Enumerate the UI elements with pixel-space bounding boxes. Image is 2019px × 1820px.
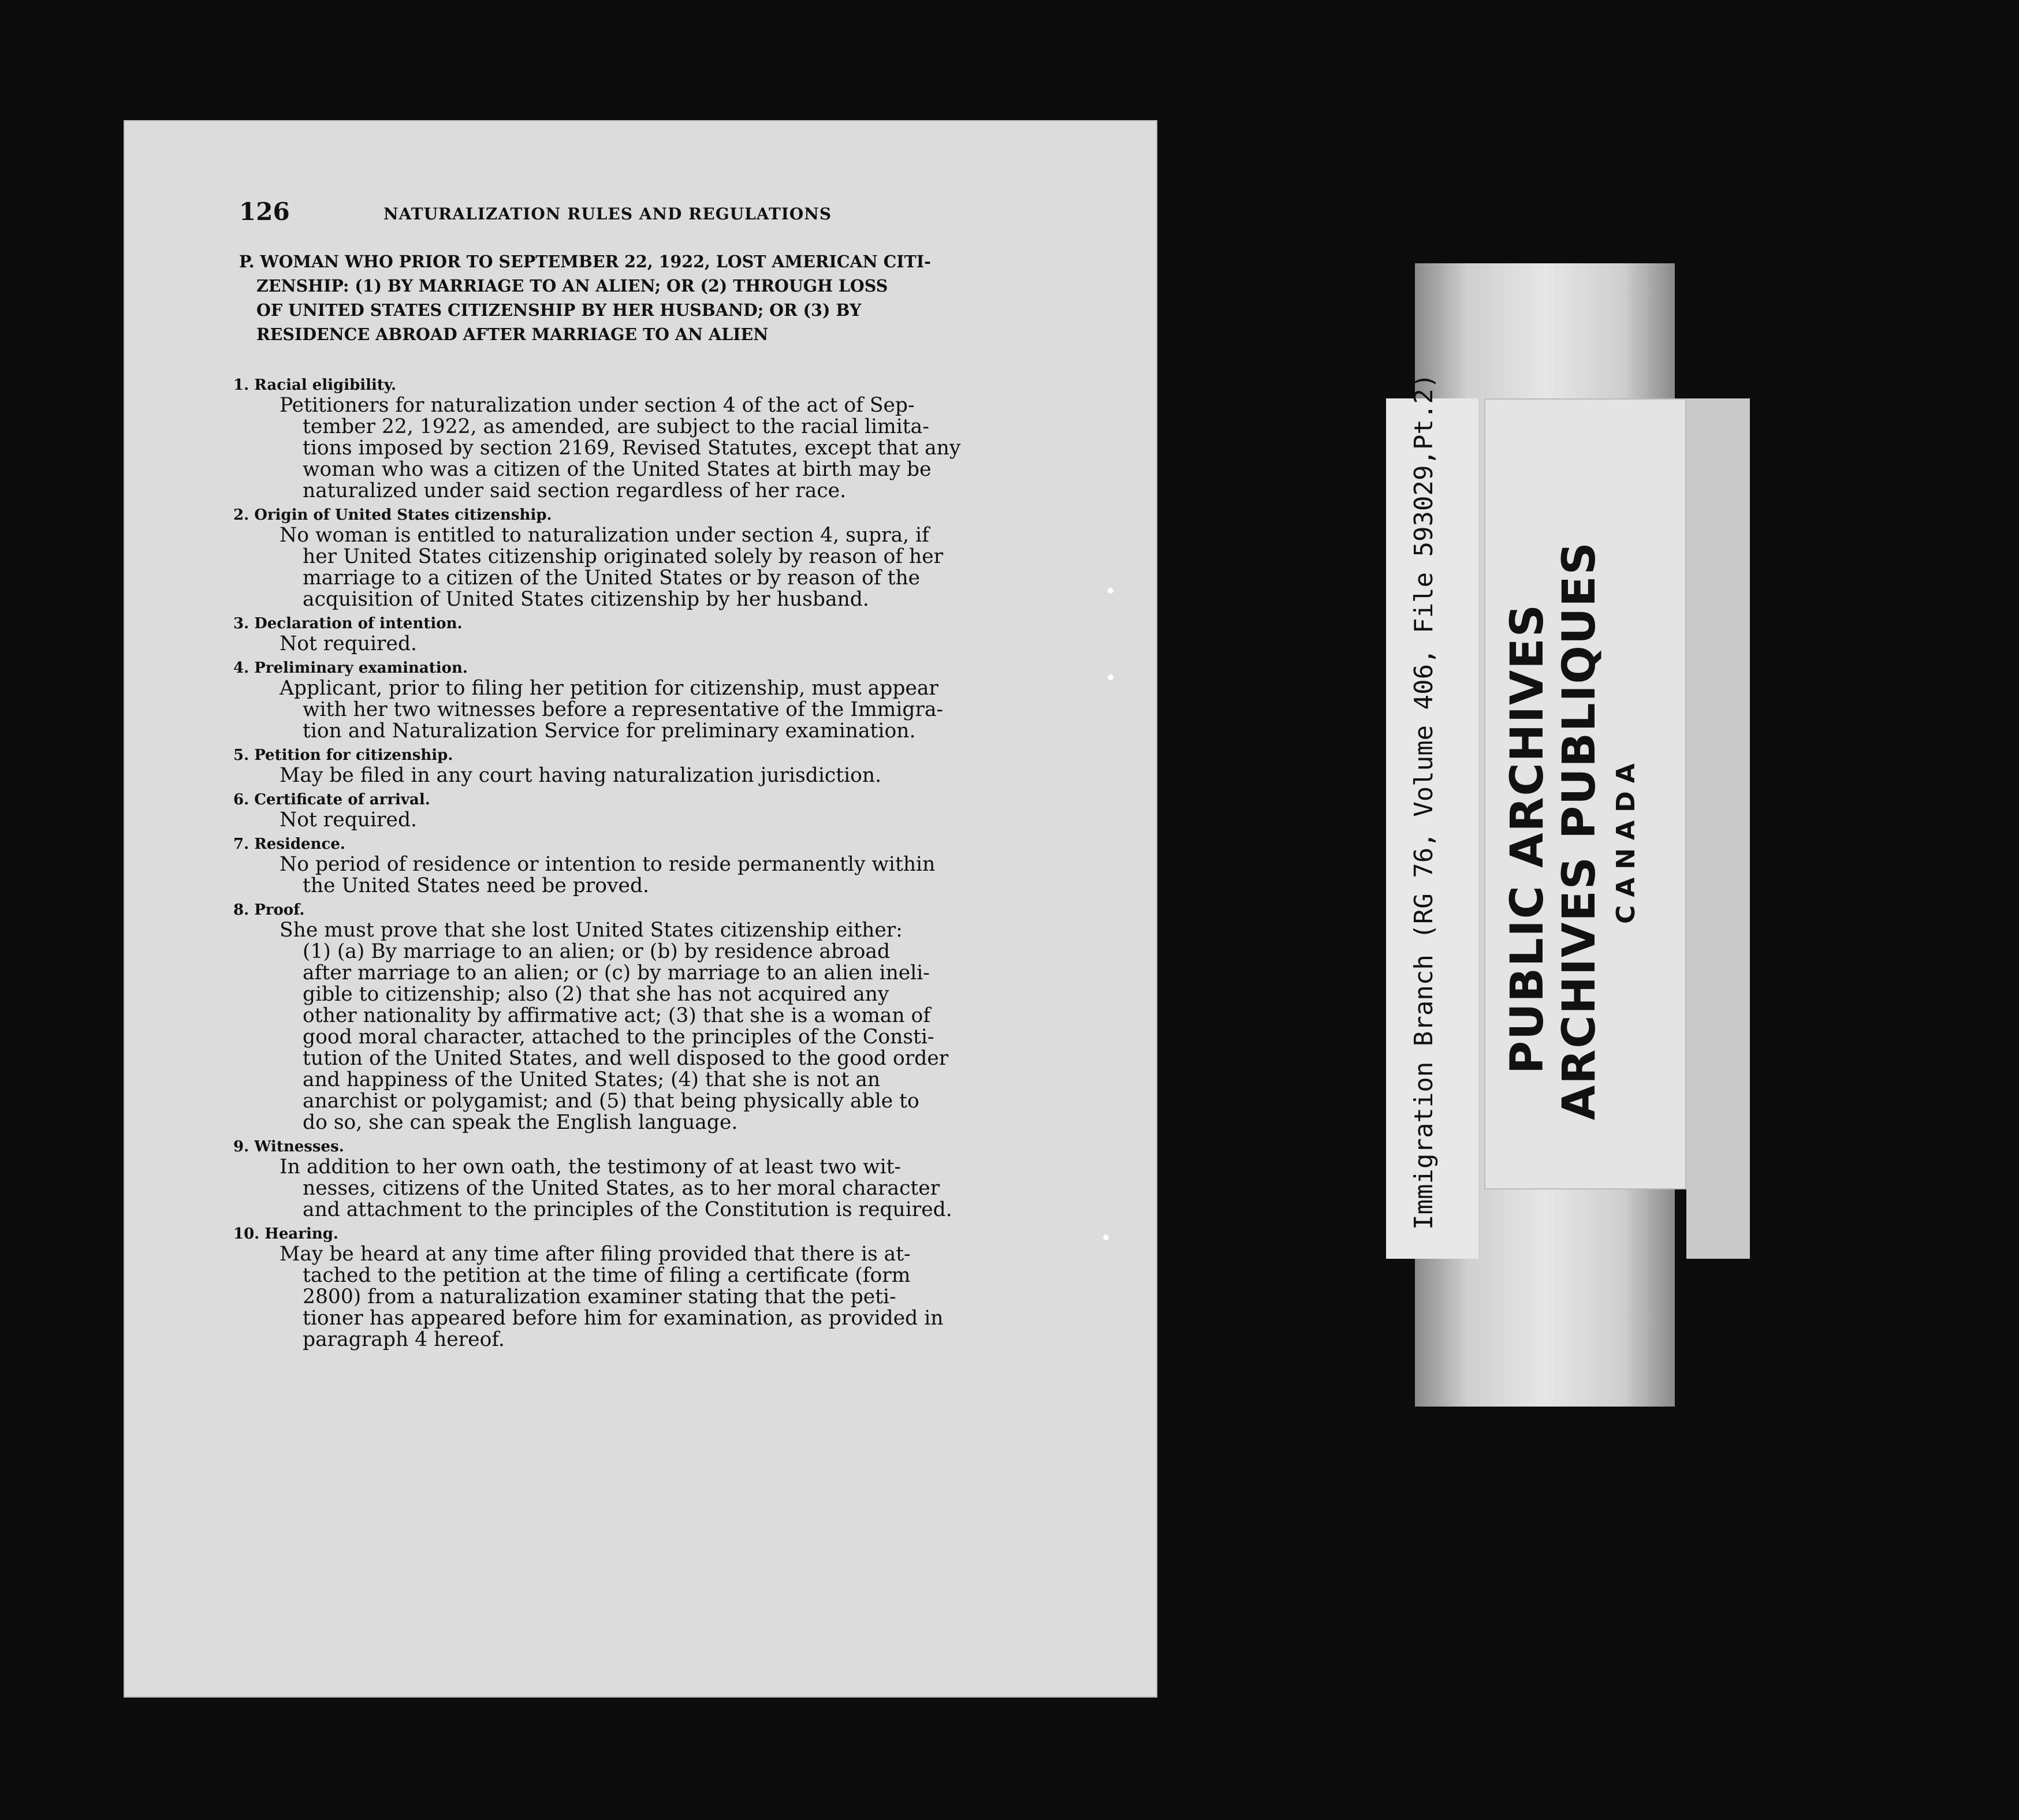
item-line: good moral character, attached to the principles of the Consti- [303, 1025, 934, 1049]
archive-label-backing [1686, 398, 1750, 1259]
item-heading: 8. Proof. [233, 901, 305, 919]
item-line: with her two witnesses before a representative of the Immigra- [303, 698, 944, 721]
item-body [256, 525, 1134, 610]
item-heading: 1. Racial eligibility. [233, 376, 397, 394]
item-line: Not required. [280, 632, 417, 655]
speck [1108, 588, 1113, 594]
speck [1108, 674, 1113, 680]
item-line: She must prove that she lost United States citizenship either: [280, 919, 903, 942]
item-line: Not required. [280, 808, 417, 831]
regulation-item [233, 658, 1134, 742]
section-title-line: ZENSHIP: (1) BY MARRIAGE TO AN ALIEN; OR (2) THROUGH LOSS [256, 276, 888, 296]
public-archives-text: PUBLIC ARCHIVES [1502, 603, 1554, 1074]
item-line: (1) (a) By marriage to an alien; or (b) by residence abroad [303, 940, 891, 963]
item-line: In addition to her own oath, the testimony of at least two wit- [280, 1155, 902, 1178]
item-line: 2800) from a naturalization examiner stating that the peti- [303, 1285, 896, 1308]
item-heading: 5. Petition for citizenship. [233, 747, 453, 764]
item-heading: 4. Preliminary examination. [233, 659, 468, 677]
item-line: Petitioners for naturalization under section 4 of the act of Sep- [280, 394, 915, 417]
regulation-item [233, 375, 1134, 502]
item-body [256, 633, 1134, 655]
item-line: gible to citizenship; also (2) that she has not acquired any [303, 983, 889, 1006]
item-line: nesses, citizens of the United States, as to her moral character [303, 1177, 940, 1200]
speck [1103, 1235, 1109, 1240]
item-line: tioner has appeared before him for examination, as provided in [303, 1307, 944, 1330]
item-line: anarchist or polygamist; and (5) that being physically able to [303, 1090, 919, 1113]
regulation-item [233, 790, 1134, 831]
item-line: the United States need be proved. [303, 874, 650, 897]
running-head: NATURALIZATION RULES AND REGULATIONS [383, 204, 832, 223]
section-title-line: P. WOMAN WHO PRIOR TO SEPTEMBER 22, 1922, LOST AMERICAN CITI- [239, 252, 931, 271]
item-heading: 10. Hearing. [233, 1225, 338, 1243]
item-body [256, 1157, 1134, 1221]
item-heading: 6. Certificate of arrival. [233, 791, 430, 808]
item-line: tion and Naturalization Service for preliminary examination. [303, 719, 916, 743]
page-number: 126 [239, 197, 290, 226]
archives-publiques-text: ARCHIVES PUBLIQUES [1554, 541, 1605, 1120]
item-body [256, 395, 1134, 502]
item-body [256, 810, 1134, 831]
item-line: May be filed in any court having naturalization jurisdiction. [280, 764, 882, 787]
section-title [239, 249, 1128, 346]
item-line: tution of the United States, and well disposed to the good order [303, 1047, 949, 1070]
item-heading: 2. Origin of United States citizenship. [233, 506, 552, 524]
item-line: May be heard at any time after filing provided that there is at- [280, 1243, 911, 1266]
file-reference: Immigration Branch (RG 76, Volume 406, File 593029,Pt.2) [1409, 373, 1439, 1230]
page-header [239, 197, 1105, 232]
item-body [256, 920, 1134, 1133]
item-line: Applicant, prior to filing her petition for citizenship, must appear [280, 677, 938, 700]
item-heading: 9. Witnesses. [233, 1138, 344, 1155]
regulation-item [233, 900, 1134, 1133]
item-line: marriage to a citizen of the United States or by reason of the [303, 566, 921, 590]
item-line: acquisition of United States citizenship by her husband. [303, 588, 869, 611]
item-line: and happiness of the United States; (4) that she is not an [303, 1068, 881, 1091]
item-line: tached to the petition at the time of filing a certificate (form [303, 1264, 911, 1287]
regulation-item [233, 614, 1134, 655]
regulation-item [233, 1224, 1134, 1351]
item-line: other nationality by affirmative act; (3) that she is a woman of [303, 1004, 931, 1027]
regulation-item [233, 834, 1134, 897]
item-line: after marriage to an alien; or (c) by marriage to an alien ineli- [303, 961, 930, 984]
regulation-item [233, 745, 1134, 786]
section-title-line: RESIDENCE ABROAD AFTER MARRIAGE TO AN ALIEN [256, 325, 769, 344]
item-heading: 7. Residence. [233, 836, 345, 853]
canada-text: CANADA [1611, 755, 1641, 924]
regulation-item [233, 505, 1134, 610]
section-title-line: OF UNITED STATES CITIZENSHIP BY HER HUSBAND; OR (3) BY [256, 300, 862, 320]
regulation-items [233, 372, 1134, 1351]
item-line: tember 22, 1922, as amended, are subject to the racial limita- [303, 415, 929, 438]
item-body [256, 1244, 1134, 1351]
item-line: naturalized under said section regardless of her race. [303, 479, 847, 502]
item-line: No woman is entitled to naturalization under section 4, supra, if [280, 524, 929, 547]
item-line: do so, she can speak the English language. [303, 1111, 738, 1134]
item-body [256, 765, 1134, 786]
item-line: tions imposed by section 2169, Revised Statutes, except that any [303, 437, 961, 460]
item-line: paragraph 4 hereof. [303, 1328, 505, 1351]
item-line: No period of residence or intention to reside permanently within [280, 853, 936, 876]
item-line: woman who was a citizen of the United States at birth may be [303, 458, 932, 481]
item-body [256, 678, 1134, 742]
document-page [124, 120, 1157, 1698]
item-line: her United States citizenship originated solely by reason of her [303, 545, 944, 568]
regulation-item [233, 1137, 1134, 1221]
item-body [256, 854, 1134, 897]
item-heading: 3. Declaration of intention. [233, 615, 463, 632]
item-line: and attachment to the principles of the Constitution is required. [303, 1198, 952, 1221]
